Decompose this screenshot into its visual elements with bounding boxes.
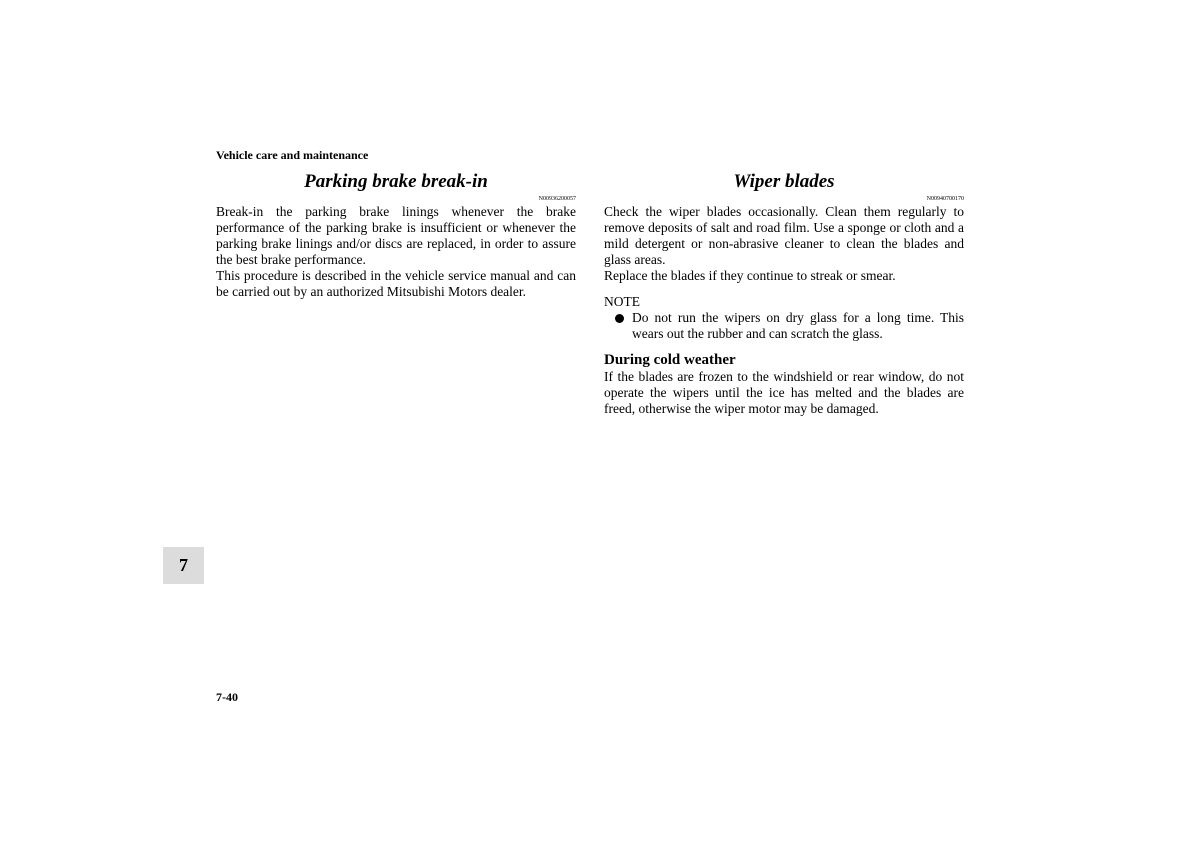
wiper-blades-title: Wiper blades: [733, 171, 835, 192]
wiper-blades-code: N00940700170: [926, 196, 964, 202]
page-number: 7-40: [216, 690, 238, 704]
wiper-blades-paragraph: Replace the blades if they continue to streak or smear.: [604, 268, 896, 283]
chapter-number: 7: [179, 555, 188, 575]
parking-brake-section: [216, 170, 576, 300]
note-item-text: Do not run the wipers on dry glass for a long time. This wears out the rubber and can scratch the glass.: [632, 310, 964, 341]
bullet-icon: [615, 314, 624, 323]
wiper-blades-section: [604, 170, 964, 417]
parking-brake-code: N00936200057: [538, 196, 576, 202]
section-header: Vehicle care and maintenance: [216, 148, 369, 162]
cold-weather-paragraph: If the blades are frozen to the windshield or rear window, do not operate the wipers until the ice has melted and the blades are freed, otherwise the wiper motor may be damaged.: [604, 369, 964, 416]
cold-weather-heading: During cold weather: [604, 352, 736, 368]
parking-brake-paragraph: This procedure is described in the vehicle service manual and can be carried out by an authorized Mitsubishi Motors dealer.: [216, 268, 576, 299]
wiper-blades-paragraph: Check the wiper blades occasionally. Clean them regularly to remove deposits of salt and road film. Use a sponge or cloth and a mild detergent or non-abrasive cleaner to clean the blades and glass areas.: [604, 204, 964, 267]
parking-brake-paragraph: Break-in the parking brake linings whenever the brake performance of the parking brake is insufficient or whenever the parking brake linings and/or discs are replaced, in order to assure the best brake performance.: [216, 204, 576, 267]
note-label: NOTE: [604, 294, 640, 309]
chapter-tab: [163, 547, 204, 584]
note-item: [604, 310, 964, 342]
parking-brake-title: Parking brake break-in: [304, 171, 488, 192]
